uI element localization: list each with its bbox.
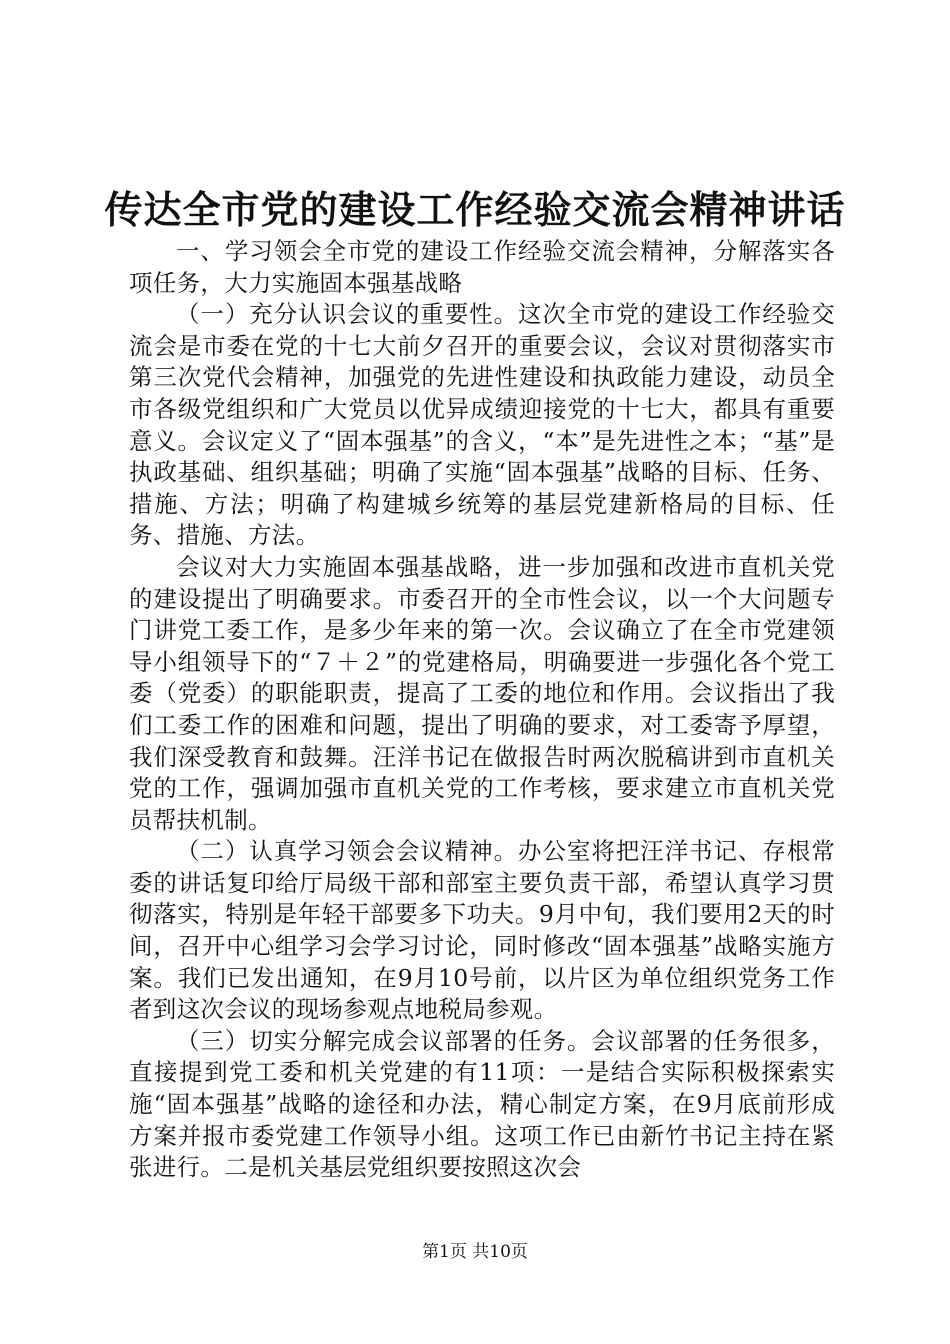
paragraph: （一）充分认识会议的重要性。这次全市党的建设工作经验交流会是市委在党的十七大前夕召开的重要会议，会议对贯彻落实市第三次党代会精神，加强党的先进性建设和执政能力建设，动员全市各级党组织和广大党员以优异成绩迎接党的十七大，都具有重要意义。会议定义了“固本强基”的含义，“本”是先进性之本；“基”是执政基础、组织基础；明确了实施“固本强基”战略的目标、任务、措施、方法；明确了构建城乡统筹的基层党建新格局的目标、任务、措施、方法。: [129, 300, 835, 550]
document-body: [129, 236, 835, 1184]
paragraph: 会议对大力实施固本强基战略，进一步加强和改进市直机关党的建设提出了明确要求。市委召开的全市性会议，以一个大问题专门讲党工委工作，是多少年来的第一次。会议确立了在全市党建领导小组领导下的“７＋２”的党建格局，明确要进一步强化各个党工委（党委）的职能职责，提高了工委的地位和作用。会议指出了我们工委工作的困难和问题，提出了明确的要求，对工委寄予厚望，我们深受教育和鼓舞。汪洋书记在做报告时两次脱稿讲到市直机关党的工作，强调加强市直机关党的工作考核，要求建立市直机关党员帮扶机制。: [129, 552, 835, 834]
section-heading: 一、学习领会全市党的建设工作经验交流会精神，分解落实各项任务，大力实施固本强基战略: [129, 237, 835, 297]
page-number-footer: 第1页 共10页: [422, 1242, 528, 1262]
paragraph: （三）切实分解完成会议部署的任务。会议部署的任务很多，直接提到党工委和机关党建的有11项：一是结合实际积极探索实施“固本强基”战略的途径和办法，精心制定方案，在9月底前形成方案并报市委党建工作领导小组。这项工作已由新竹书记主持在紧张进行。二是机关基层党组织要按照这次会: [129, 1026, 835, 1182]
paragraph: （二）认真学习领会会议精神。办公室将把汪洋书记、存根常委的讲话复印给厅局级干部和部室主要负责干部，希望认真学习贯彻落实，特别是年轻干部要多下功夫。9月中旬，我们要用2天的时间，召开中心组学习会学习讨论，同时修改“固本强基”战略实施方案。我们已发出通知，在9月10号前，以片区为单位组织党务工作者到这次会议的现场参观点地税局参观。: [129, 837, 835, 1024]
document-title: 传达全市党的建设工作经验交流会精神讲话: [104, 187, 846, 232]
